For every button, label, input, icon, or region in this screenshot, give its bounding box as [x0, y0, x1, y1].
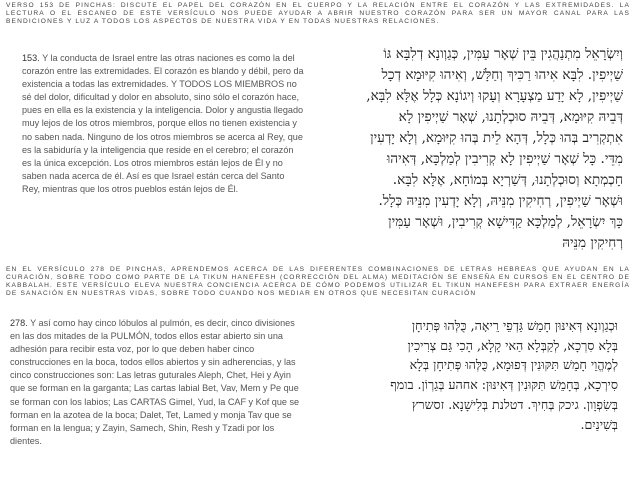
verse-number-278: 278.	[10, 318, 28, 328]
hebrew-line: מִדֵּי. כָּל שְׁאָר שַׁיְיפִין לָא קְרִיבִין לְמַלְכָּא, דְּאִיהוּ	[386, 151, 623, 167]
hebrew-line: בְּלָא סִרְכָא, לְקַבְּלָא הַאי קָלָא, הָכִי גַּם צְרִיכִין	[407, 337, 618, 353]
hebrew-line: סִירְכָא, בְּחָמֵשׁ תִּקּוּנִין דְּאִינּוּן: אחהע בְּגַרְוֹן. בומף	[390, 377, 618, 393]
section1-hebrew-text	[317, 44, 623, 260]
hebrew-line: לְמֶהֱוֵי חָמֵשׁ תִּקּוּנִין דְּפוּמָא, כֻּלְּהוּ פְּתִיחָן בְּלָא	[409, 357, 618, 373]
section1-spanish-text: Y la conducta de Israel entre las otras naciones es como la del corazón entre las extremidades. El corazón es blando y débil, pero da existencia a todas las extremidades. Y TODOS LOS MIEMBROS no sé del dolor, dificultad y dolor en absoluto, sino sólo el corazón hace, pues en ella es la existencia y la inteligencia. Dolor y angustia llegado muy lejos de los otros miembros, porque ellos no tienen existencia y no saben nada. Ninguno de los otros miembros se acerca al Rey, que es la sabiduría y la inteligencia que reside en el cerebro; el corazón es la única excepción. Los otros miembros están lejos de Él y no saben nada acerca de él. Así es que Israel están cerca del Santo Rey, mientras que los otros pueblos están lejos de Él.	[22, 53, 304, 194]
hebrew-line: וּכְגַוְונָא דְּאִינּוּן חָמֵשׁ גַּדְפֵי רֵיאָה, כֻּלְּהוּ פְּתִיחָן	[411, 318, 618, 333]
section2-spanish-text: Y así como hay cinco lóbulos al pulmón, es decir, cinco divisiones en las dos mitades de la PULMÓN, todos ellos estar abierto sin una adhesión para recibir esta voz, por lo que deben haber cinco construcciones en la boca, todos ellos abiertos y sin adherencias, y las cinco construcciones son: Las letras guturales Aleph, Chet, Hei y Ayin que se forman en la garganta; Las cartas labial Bet, Vav, Mem y Pe que se forman con los labios; Las CARTAS Gimel, Yud, la CAF y Kof que se forman en la azotea de la boca; Dalet, Tet, Lamed y monja Tav que se forman en la lengua; y Zayin, Samech, Shin, Resh y Tzadi por los dientes.	[10, 318, 300, 446]
section1-intro: VERSO 153 DE PINCHAS: DISCUTE EL PAPEL DEL CORAZÓN EN EL CUERPO Y LA RELACIÓN ENTRE EL CORAZÓN Y LAS EXTREMIDADES. LA LECTURA O EL ESCANEO DE ESTE VERSÍCULO NOS PUEDE AYUDAR A ABRIR NUESTRO CORAZÓN PARA SER UN MAYOR CANAL PARA LAS BENDICIONES Y LUZ A TODOS LOS ASPECTOS DE NUESTRA VIDA Y EN TODAS NUESTRAS RELACIONES.	[6, 2, 630, 25]
hebrew-line: כָּךְ יִשְׂרָאֵל, לְמַלְכָּא קַדִּישָׁא קְרִיבִין, וּשְׁאָר עַמִּין	[388, 214, 623, 230]
verse-number-153: 153.	[22, 53, 40, 63]
hebrew-line: רְחִיקִין מִנֵּיהּ	[562, 235, 623, 251]
hebrew-line: שַׁיְיפִין. לִבָּא אִיהוּ רַכִּיךְ וְחַלָּשׁ, וְאִיהוּ קִיּוּמָא דְכָל	[381, 67, 623, 83]
hebrew-line: חָכְמְתָא וְסוּכְלְתָנוּ, דְּשַׁרְיָא בְּמוֹחָא, אֶלָּא לִבָּא.	[392, 172, 623, 188]
hebrew-line: בְּשִׁינַיִם.	[580, 416, 618, 432]
section2-intro: EN EL VERSÍCULO 278 DE PINCHAS, APRENDEMOS ACERCA DE LAS DIFERENTES COMBINACIONES DE LETRAS HEBREAS QUE AYUDAN EN LA CURACIÓN, SOBRE TODO COMO PARTE DE LA TIKUN HANEFESH (CORRECCIÓN DEL ALMA) MEDITACIÓN SE ENSEÑA EN CURSOS EN EL CENTRO DE KABBALAH. ESTE VERSÍCULO ELEVA NUESTRA CONCIENCIA ACERCA DE CÓMO PODEMOS UTILIZAR EL TIKUN HANEFESH PARA EXTRAER ENERGÍA DE SANACIÓN EN NUESTRAS VIDAS, SOBRE TODO CUANDO NOS MEDIAR EN OTROS QUE NECESITAN CURACIÓN	[6, 266, 630, 297]
hebrew-line: שַׁיְיפִין, לָא יָדַע מַצְעָרָא וְעָקוּ וְיגוֹנָא כְּלָל אֶלָּא לִבָּא,	[366, 88, 623, 104]
hebrew-line: אִתְקְרִיב בְּהוּ כְּלָל, דְּהָא לֵית בְּהוּ קִיּוּמָא, וְלָא יָדְעִין	[370, 130, 623, 146]
section2-hebrew-text	[318, 316, 618, 434]
section1-spanish-paragraph	[22, 52, 304, 196]
hebrew-line: וְיִשְׂרָאֵל מִתְנַהֲגִין בֵּין שְׁאָר עַמִּין, כְּגַוְונָא דְלִבָּא גּוֹ	[383, 46, 623, 62]
section2-spanish-paragraph	[10, 317, 302, 448]
hebrew-line: דְּבֵיהּ קִיּוּמָא, דְּבֵיהּ סוּכְלְתָנוּ, שְׁאָר שַׁיְיפִין לָא	[398, 109, 623, 125]
hebrew-line: בְּשִׂפְוָון. גיכק בְּחִיךְ. דטלנת בְּלִישָׁנָא. זסשרץ	[411, 396, 618, 412]
hebrew-line: וּשְׁאָר שַׁיְיפִין, רְחִיקִין מִנֵּיהּ, וְלָא יָדְעִין מִנֵּיהּ כְּלָל.	[378, 193, 623, 209]
